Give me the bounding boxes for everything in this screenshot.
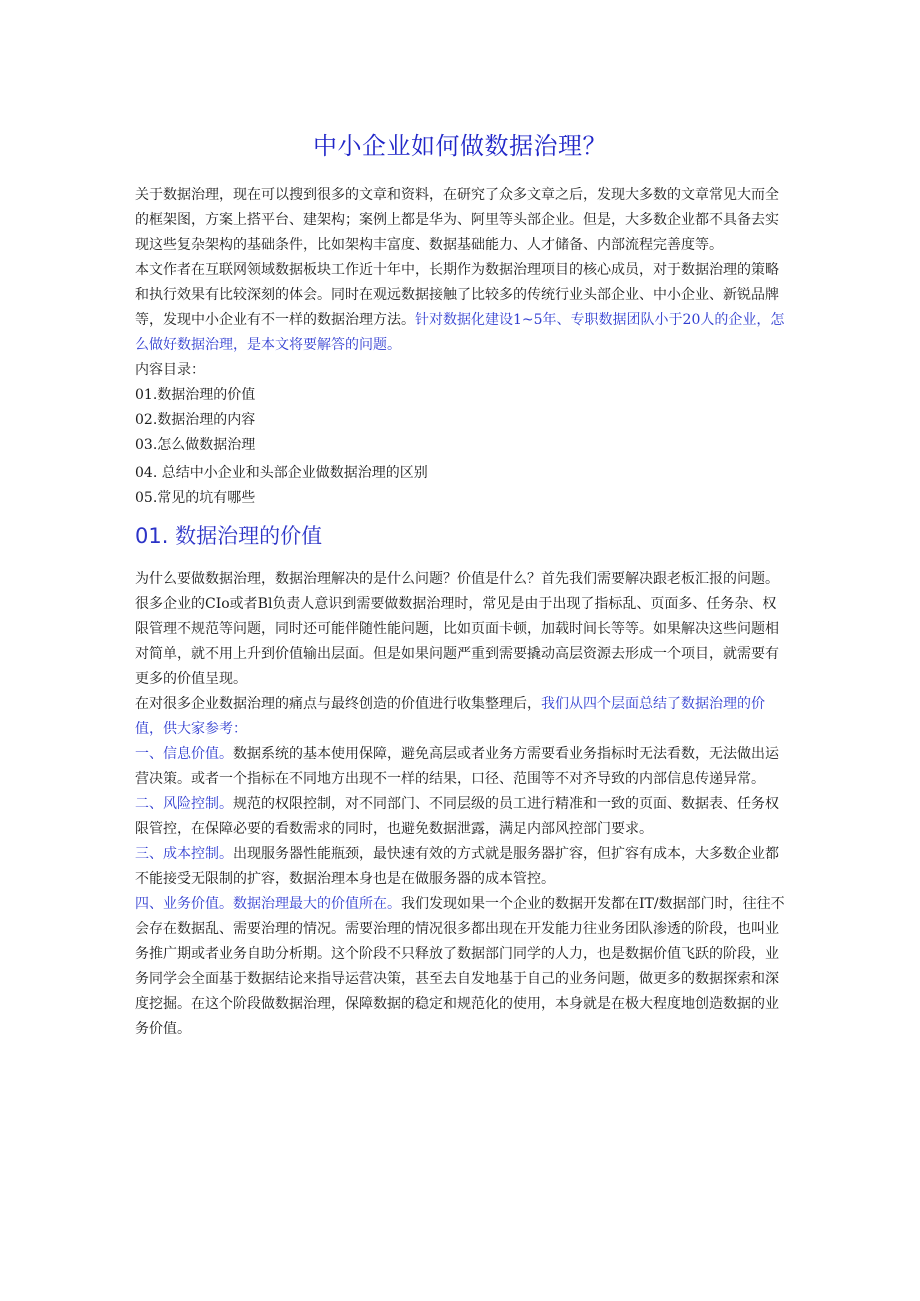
value-item-1-label: 一、信息价值。: [135, 746, 233, 762]
section-1-heading: 01. 数据治理的价值: [135, 524, 323, 548]
toc-item-5: 05.常见的坑有哪些: [135, 490, 256, 506]
toc-item-3: 03.怎么做数据治理: [135, 437, 256, 453]
toc-item-4: 04. 总结中小企业和头部企业做数据治理的区别: [135, 465, 428, 481]
value-item-3-label: 三、成本控制。: [135, 846, 233, 862]
toc-item-1: 01.数据治理的价值: [135, 387, 256, 403]
value-item-4-text: 我们发现如果一个企业的数据开发都在IT/数据部门时，往往不会存在数据乱、需要治理的情况。需要治理的情况很多都出现在开发能力往业务团队渗透的阶段，也叫业务推广期或者业务自助分析期。这个阶段不只释放了数据部门同学的人力，也是数据价值飞跃的阶段，业务同学会全面基于数据结论来指导运营决策，甚至去自发地基于自己的业务问题，做更多的数据探索和深度挖掘。在这个阶段做数据治理，保障数据的稳定和规范化的使用，本身就是在极大程度地创造数据的业务价值。: [135, 896, 785, 1037]
intro-paragraph-1: 关于数据治理，现在可以搜到很多的文章和资料，在研究了众多文章之后，发现大多数的文章常见大而全的框架图，方案上搭平台、建架构；案例上都是华为、阿里等头部企业。但是，大多数企业都不具备去实现这些复杂架构的基础条件，比如架构丰富度、数据基础能力、人才储备、内部流程完善度等。: [135, 187, 779, 253]
value-item-1-text: 数据系统的基本使用保障，避免高层或者业务方需要看业务指标时无法看数，无法做出运营决策。或者一个指标在不同地方出现不一样的结果，口径、范围等不对齐导致的内部信息传递异常。: [135, 746, 779, 787]
intro-paragraph-2-highlight: 针对数据化建设1~5年、专职数据团队小于20人的企业，怎么做好数据治理，是本文将要解答的问题。: [135, 312, 785, 353]
value-item-3-text: 出现服务器性能瓶颈，最快速有效的方式就是服务器扩容，但扩容有成本，大多数企业都不能接受无限制的扩容，数据治理本身也是在做服务器的成本管控。: [135, 846, 779, 887]
value-item-2-text: 规范的权限控制，对不同部门、不同层级的员工进行精准和一致的页面、数据表、任务权限管控，在保障必要的看数需求的同时，也避免数据泄露，满足内部风控部门要求。: [135, 796, 779, 837]
section-1-paragraph-3-highlight: 我们从四个层面总结了数据治理的价值，供大家参考：: [135, 696, 765, 737]
toc-label: 内容目录：: [135, 362, 205, 378]
document-body: [135, 183, 785, 1042]
section-1-paragraph-2: 很多企业的CIo或者Bl负责人意识到需要做数据治理时，常见是由于出现了指标乱、页面多、任务杂、权限管理不规范等问题，同时还可能伴随性能问题，比如页面卡顿，加载时间长等等。如果解决这些问题相对简单，就不用上升到价值输出层面。但是如果问题严重到需要撬动高层资源去形成一个项目，就需要有更多的价值呈现。: [135, 596, 779, 687]
value-item-3: [135, 842, 785, 892]
value-item-2-label: 二、风险控制。: [135, 796, 233, 812]
value-item-2: [135, 792, 785, 842]
intro-paragraph-2: [135, 258, 785, 358]
section-1-paragraph-3: [135, 692, 785, 742]
intro-paragraph-2-text: 本文作者在互联网领域数据板块工作近十年中，长期作为数据治理项目的核心成员，对于数据治理的策略和执行效果有比较深刻的体会。同时在观远数据接触了比较多的传统行业头部企业、中小企业、新锐品牌等，发现中小企业有不一样的数据治理方法。: [135, 262, 779, 328]
document-title: 中小企业如何做数据治理？: [313, 132, 607, 160]
section-1-paragraph-3-text: 在对很多企业数据治理的痛点与最终创造的价值进行收集整理后，: [135, 696, 541, 712]
value-item-4: [135, 892, 785, 1042]
value-item-1: [135, 742, 785, 792]
section-1-paragraph-1: 为什么要做数据治理，数据治理解决的是什么问题？价值是什么？首先我们需要解决跟老板汇报的问题。: [135, 571, 779, 587]
toc-item-2: 02.数据治理的内容: [135, 412, 256, 428]
value-item-4-label: 四、业务价值。数据治理最大的价值所在。: [135, 896, 401, 912]
